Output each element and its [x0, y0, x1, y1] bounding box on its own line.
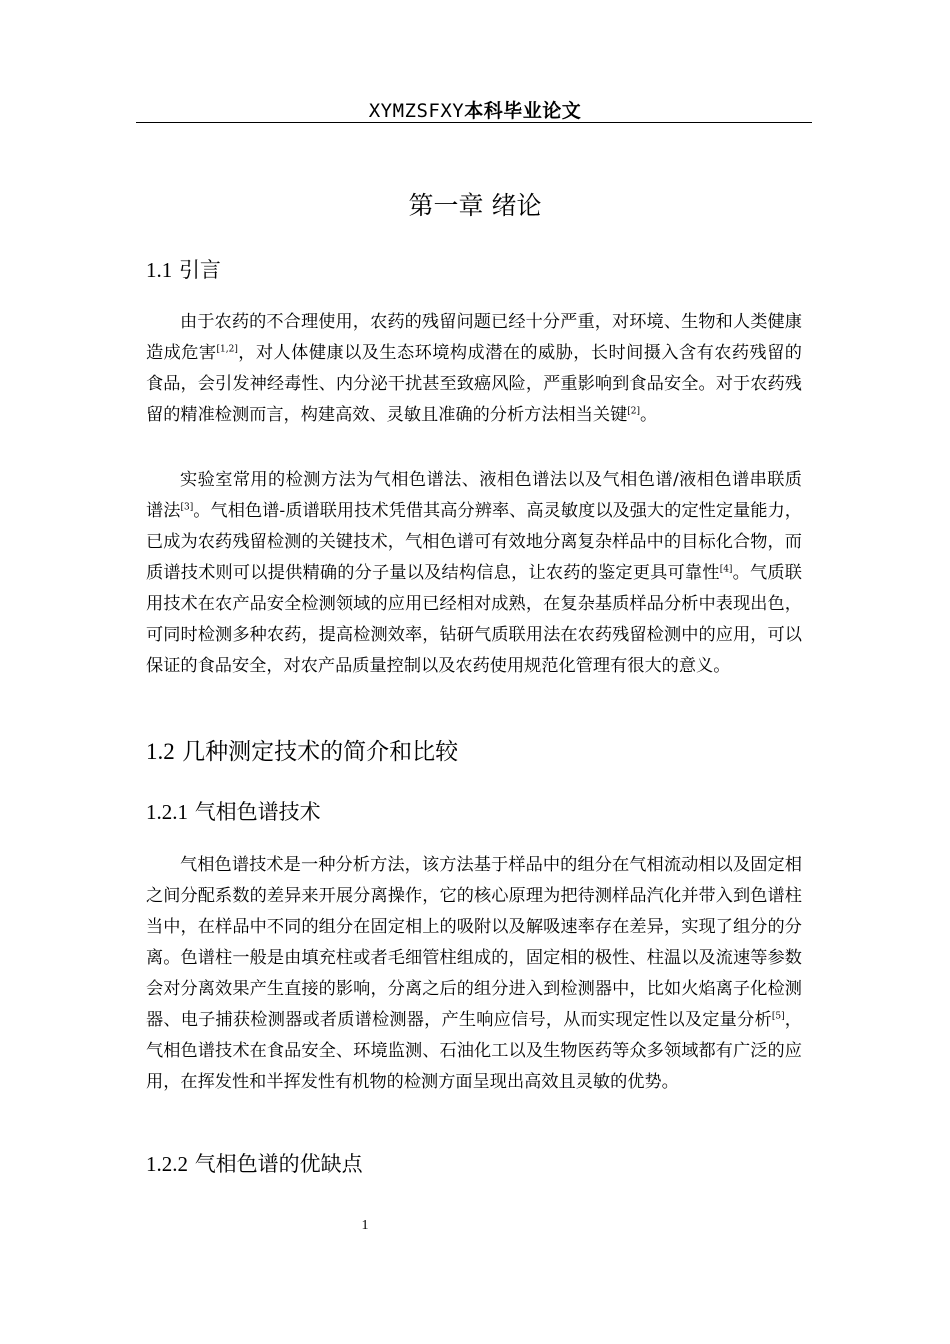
- paragraph-intro-1: [146, 307, 802, 431]
- citation-ref: [3]: [180, 502, 194, 513]
- section-heading-1-2: [146, 733, 458, 766]
- paragraph-text: 。气质联用技术在农产品安全检测领域的应用已经相对成熟，在复杂基质样品分析中表现出色，可同时检测多种农药，提高检测效率，钻研气质联用法在农药残留检测中的应用，可以保证的食品安全，对农产品质量控制以及农药使用规范化管理有很大的意义。: [146, 563, 802, 676]
- section-title: 引言: [178, 258, 221, 282]
- page-number: 1: [361, 1218, 369, 1233]
- section-heading-1-1: [146, 254, 221, 284]
- paragraph-text: ，对人体健康以及生态环境构成潜在的威胁，长时间摄入含有农药残留的食品，会引发神经毒性、内分泌干扰甚至致癌风险，严重影响到食品安全。对于农药残留的精准检测而言，构建高效、灵敏且准确的分析方法相当关键: [146, 343, 802, 425]
- citation-ref: [5]: [771, 1011, 785, 1022]
- citation-ref: [4]: [719, 564, 733, 575]
- paragraph-text: 。气相色谱-质谱联用技术凭借其高分辨率、高灵敏度以及强大的定性定量能力，已成为农药残留检测的关键技术，气相色谱可有效地分离复杂样品中的目标化合物，而质谱技术则可以提供精确的分子量以及结构信息，让农药的鉴定更具可靠性: [146, 501, 802, 583]
- section-heading-1-2-1: [146, 796, 321, 826]
- section-number: 1.2.1: [146, 800, 188, 824]
- section-heading-1-2-2: [146, 1148, 363, 1178]
- paragraph-text: 。: [640, 405, 658, 425]
- citation-ref: [1,2]: [216, 344, 238, 355]
- section-number: 1.2: [146, 739, 175, 764]
- header-cjk-text: 本科毕业论文: [464, 100, 582, 122]
- header-latin-text: XYMZSFXY: [368, 100, 465, 122]
- chapter-title: 第一章 绪论: [408, 191, 542, 220]
- paragraph-text: ，气相色谱技术在食品安全、环境监测、石油化工以及生物医药等众多领域都有广泛的应用，在挥发性和半挥发性有机物的检测方面呈现出高效且灵敏的优势。: [146, 1010, 802, 1092]
- citation-ref: [2]: [627, 406, 641, 417]
- section-number: 1.1: [146, 258, 173, 282]
- section-title: 气相色谱技术: [194, 800, 321, 824]
- header-divider: [136, 122, 812, 123]
- running-header: [0, 96, 950, 123]
- section-number: 1.2.2: [146, 1152, 188, 1176]
- paragraph-text: 气相色谱技术是一种分析方法，该方法基于样品中的组分在气相流动相以及固定相之间分配系数的差异来开展分离操作，它的核心原理为把待测样品汽化并带入到色谱柱当中，在样品中不同的组分在固定相上的吸附以及解吸速率存在差异，实现了组分的分离。色谱柱一般是由填充柱或者毛细管柱组成的，固定相的极性、柱温以及流速等参数会对分离效果产生直接的影响，分离之后的组分进入到检测器中，比如火焰离子化检测器、电子捕获检测器或者质谱检测器，产生响应信号，从而实现定性以及定量分析: [146, 855, 802, 1030]
- paragraph-text: 由于农药的不合理使用，农药的残留问题已经十分严重，对环境、生物和人类健康造成危害: [146, 312, 802, 363]
- paragraph-text: 实验室常用的检测方法为气相色谱法、液相色谱法以及气相色谱/液相色谱串联质谱法: [146, 470, 802, 521]
- paragraph-intro-2: [146, 465, 802, 682]
- paragraph-gc-technique: [146, 850, 802, 1098]
- section-title: 几种测定技术的简介和比较: [182, 739, 459, 765]
- section-title: 气相色谱的优缺点: [194, 1152, 363, 1176]
